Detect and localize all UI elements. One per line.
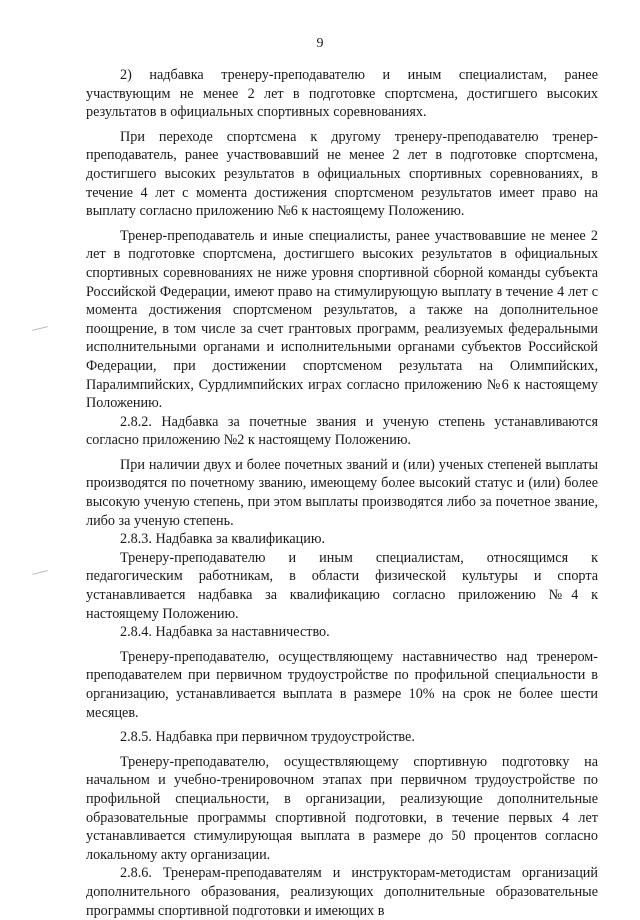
paragraph-coach-transfer: При переходе спортсмена к другому тренеру-преподавателю тренер-преподаватель, ранее участвовавший не менее 2 лет в подготовке спортсмена, достигшего высоких результатов в официальных спортивных соревнованиях, в течение 4 лет с момента достижения спортсменом результатов имеет право на выплату согласно приложению №6 к настоящему Положению. [86, 128, 598, 220]
heading-2-8-2: 2.8.2. Надбавка за почетные звания и ученую степень устанавливаются согласно приложению №2 к настоящему Положению. [86, 413, 598, 449]
heading-2-8-3: 2.8.3. Надбавка за квалификацию. [120, 531, 326, 548]
margin-mark [32, 570, 48, 575]
paragraph-mentoring: Тренеру-преподавателю, осуществляющему наставничество над тренером-преподавателем при первичном трудоустройстве по профильной специальности в организацию, устанавливается выплата в размере 10% на срок не более шести месяцев. [86, 648, 598, 721]
paragraph-stimulating-payment: Тренер-преподаватель и иные специалисты, ранее участвовавшие не менее 2 лет в подготовке спортсмена, достигшего высоких результатов в официальных спортивных соревнованиях не ниже уровня спортивной сборной команды субъекта Российской Федерации, имеют право на стимулирующую выплату в течение 4 лет с момента достижения спортсменом результатов, а также на дополнительное поощрение, в том числе за счет грантовых программ, реализуемых федеральными исполнительными органами и исполнительными органами субъектов Российской Федерации, при достижении спортсменом результата на Олимпийских, Паралимпийских, Сурдлимпийских играх согласно приложению №6 к настоящему Положению. [86, 227, 598, 412]
heading-2-8-5: 2.8.5. Надбавка при первичном трудоустройстве. [120, 729, 415, 746]
page-number: 9 [316, 36, 324, 51]
heading-2-8-4: 2.8.4. Надбавка за наставничество. [120, 624, 330, 641]
margin-mark [32, 326, 48, 331]
paragraph-2-8-6: 2.8.6. Тренерам-преподавателям и инструкторам-методистам организаций дополнительного образования, реализующих дополнительные образовательные программы спортивной подготовки и имеющих в [86, 865, 598, 919]
paragraph-qualification: Тренеру-преподавателю и иным специалистам, относящимся к педагогическим работникам, в области физической культуры и спорта устанавливается надбавка за квалификацию согласно приложению №4 к настоящему Положению. [86, 549, 598, 622]
paragraph-bonus-2: 2) надбавка тренеру-преподавателю и иным специалистам, ранее участвующим не менее 2 лет в подготовке спортсмена, достигшего высоких результатов в официальных спортивных соревнованиях. [86, 67, 598, 121]
document-body [86, 66, 598, 920]
paragraph-first-employment: Тренеру-преподавателю, осуществляющему спортивную подготовку на начальном и учебно-тренировочном этапах при первичном трудоустройстве по профильной специальности, в организации, реализующие дополнительные образовательные программы спортивной подготовки, в течение первых 4 лет устанавливается стимулирующая выплата в размере до 50 процентов согласно локальному акту организации. [86, 753, 598, 863]
paragraph-honorary-titles: При наличии двух и более почетных званий и (или) ученых степеней выплаты производятся по почетному званию, имеющему более высокий статус и (или) более высокую ученую степень, при этом выплаты производятся либо за почетное звание, либо за ученую степень. [86, 456, 598, 529]
